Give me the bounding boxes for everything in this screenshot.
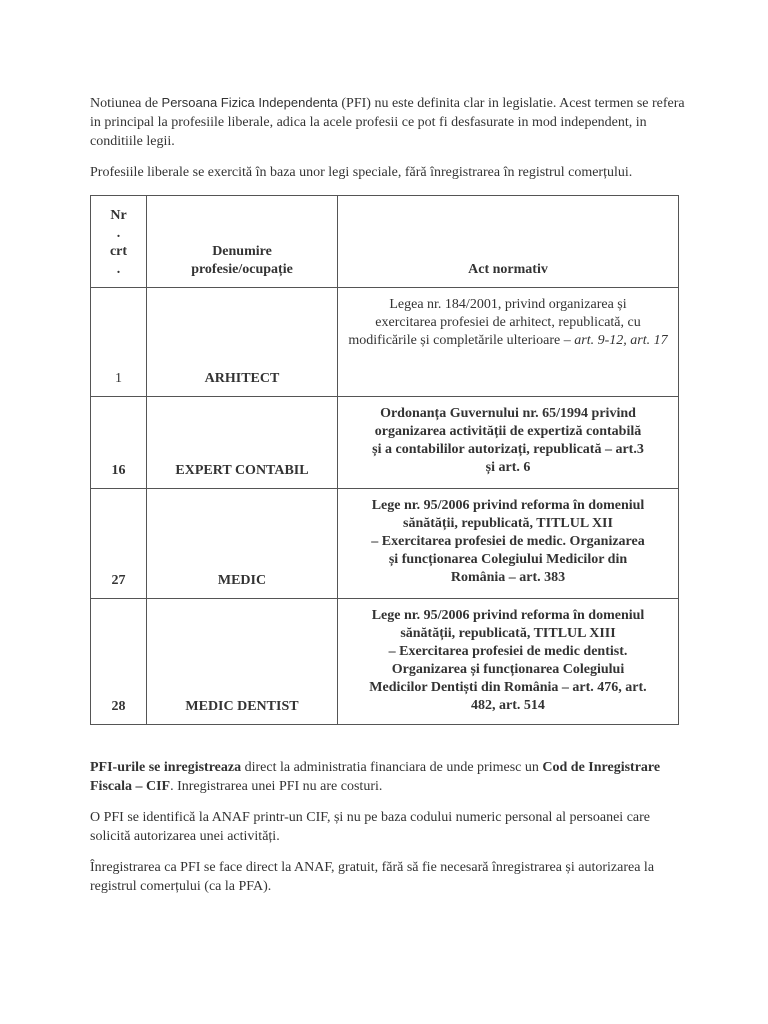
act-line: sănătății, republicată, TITLUL XIII — [400, 626, 616, 641]
act-line: 482, art. 514 — [471, 698, 545, 713]
outro-text-mid: direct la administratia financiara de unde primesc un — [241, 760, 543, 775]
act-line: și art. 6 — [485, 460, 531, 475]
table-row — [91, 489, 679, 599]
intro-text-bold-term: Persoana Fizica Independenta — [161, 95, 338, 110]
cell-nr: 1 — [91, 288, 147, 397]
table-row — [91, 288, 679, 397]
act-line: Legea nr. 184/2001, privind organizarea și — [389, 297, 627, 312]
cell-profesie: EXPERT CONTABIL — [147, 397, 338, 489]
act-line: exercitarea profesiei de arhitect, republicată, cu — [375, 315, 641, 330]
act-line-text: modificările și completările ulterioare – — [348, 333, 575, 348]
act-line: și funcționarea Colegiului Medicilor din — [388, 552, 628, 567]
intro-text-post: (PFI) nu este definita clar in legislatie. Acest termen se refera in principal la profesiile liberale, adica la acele profesii ce pot fi desfasurate in mod independent, in conditiile legii. — [90, 96, 685, 149]
header-denumire — [147, 196, 338, 288]
header-denumire-line: profesie/ocupație — [191, 262, 293, 277]
act-line: Ordonanța Guvernului nr. 65/1994 privind — [380, 406, 636, 421]
professions-table — [90, 195, 679, 725]
cell-nr: 16 — [91, 397, 147, 489]
header-act-normativ: Act normativ — [338, 196, 679, 288]
cell-act-normativ — [338, 489, 679, 599]
cell-act-normativ — [338, 599, 679, 725]
act-line: – Exercitarea profesiei de medic. Organizarea — [371, 534, 645, 549]
act-line — [344, 332, 672, 350]
intro-paragraph-liberal-professions: Profesiile liberale se exercită în baza unor legi speciale, fără înregistrarea în registrul comerțului. — [90, 165, 633, 180]
outro-paragraph-registration — [90, 758, 690, 796]
act-line: România – art. 383 — [450, 570, 566, 585]
outro-paragraph-anaf-cif: O PFI se identifică la ANAF printr-un CIF, și nu pe baza codului numeric personal al persoanei care solicită autorizarea unei activități. — [90, 810, 650, 844]
outro-text-post: . Inregistrarea unei PFI nu are costuri. — [170, 779, 383, 794]
outro-text-bold-pfi: PFI-urile se inregistreaza — [90, 760, 242, 775]
cell-profesie: MEDIC DENTIST — [147, 599, 338, 725]
act-line-italic-articles: art. 9-12, art. 17 — [574, 333, 668, 348]
act-line: – Exercitarea profesiei de medic dentist. — [388, 644, 628, 659]
act-line: Organizarea și funcționarea Colegiului — [391, 662, 625, 677]
header-nr-crt — [91, 196, 147, 288]
header-denumire-line: Denumire — [212, 244, 272, 259]
act-line: organizarea activității de expertiză contabilă — [374, 424, 642, 439]
header-nr-line: . — [116, 262, 121, 277]
header-nr-line: . — [116, 226, 121, 241]
header-nr-line: Nr — [110, 208, 127, 223]
intro-text-pre: Notiunea de — [90, 96, 162, 111]
header-nr-line: crt — [109, 244, 128, 259]
act-line: și a contabililor autorizați, republicată – art.3 — [372, 442, 644, 457]
table-row — [91, 599, 679, 725]
act-line: sănătății, republicată, TITLUL XII — [403, 516, 613, 531]
table-header-row — [91, 196, 679, 288]
act-line: Lege nr. 95/2006 privind reforma în domeniul — [371, 608, 645, 623]
act-line: Lege nr. 95/2006 privind reforma în domeniul — [371, 498, 645, 513]
cell-nr: 27 — [91, 489, 147, 599]
cell-profesie: ARHITECT — [147, 288, 338, 397]
cell-act-normativ — [338, 288, 679, 397]
cell-nr: 28 — [91, 599, 147, 725]
intro-paragraph-pfi-definition — [90, 93, 690, 151]
outro-paragraph-anaf-free: Înregistrarea ca PFI se face direct la ANAF, gratuit, fără să fie necesară înregistrarea și autorizarea la registrul comerțului (ca la PFA). — [90, 860, 655, 894]
outro-text-bold-cif: Cod de Inregistrare Fiscala – CIF — [90, 760, 661, 794]
act-line: Medicilor Dentiști din România – art. 476, art. — [369, 680, 647, 695]
cell-profesie: MEDIC — [147, 489, 338, 599]
table-row — [91, 397, 679, 489]
cell-act-normativ — [338, 397, 679, 489]
